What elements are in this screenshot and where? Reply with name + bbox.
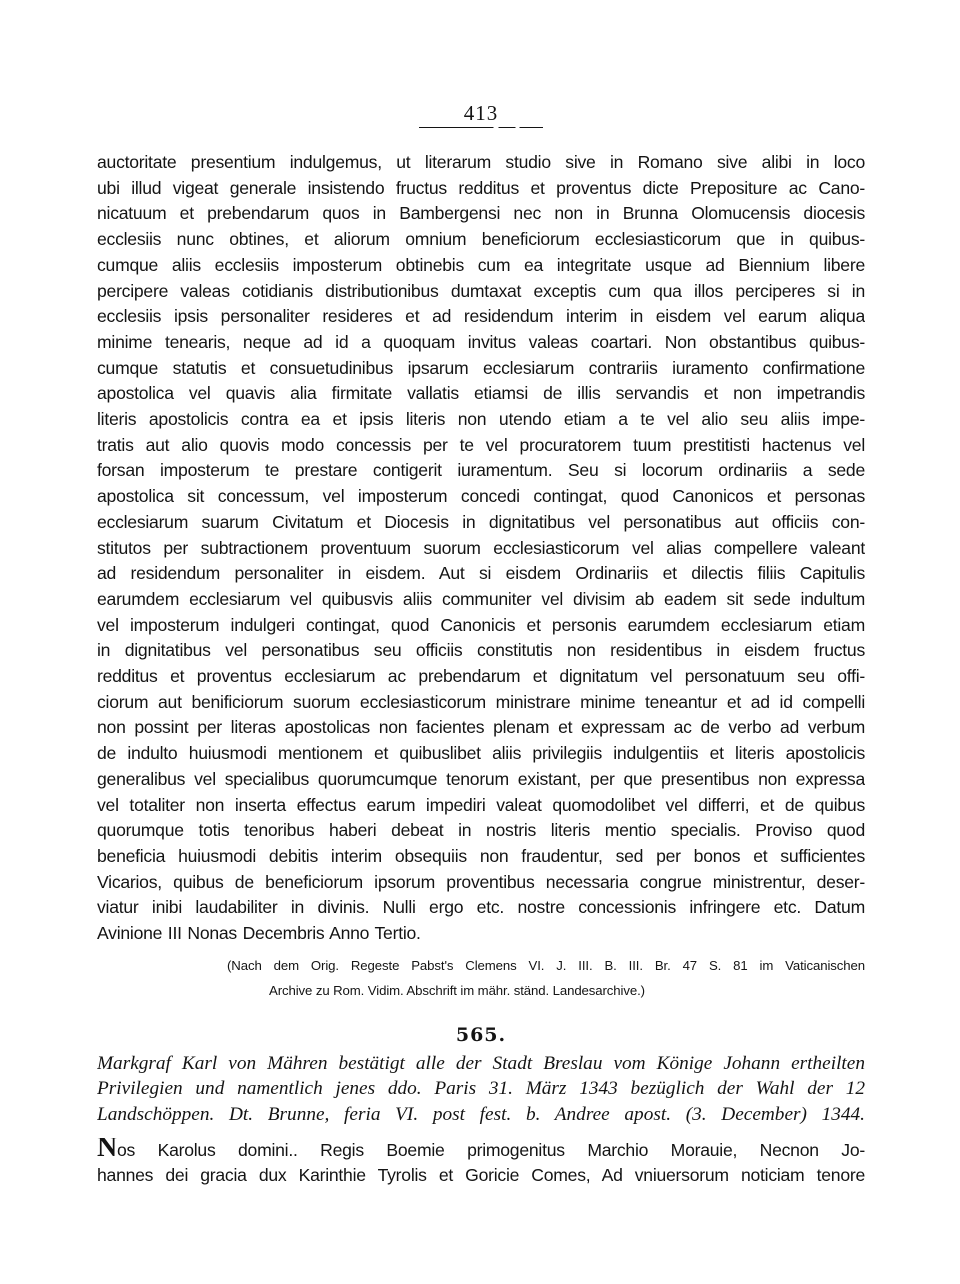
text-line: generalibus vel specialibus quorumcumque tenorum existant, per que presentibus non expressa — [97, 768, 865, 789]
text-line: ubi illud vigeat generale insistendo fructus redditus et proventus dicte Prepositure ac Cano- — [97, 177, 865, 198]
text-line: cumque statutis et consuetudinibus ipsarum ecclesiarum contrariis iuramento confirmatione — [97, 357, 865, 378]
regest-line: Markgraf Karl von Mähren bestätigt alle der Stadt Breslau vom Könige Johann ertheilten — [97, 1052, 865, 1074]
charter-first-line-text: os Karolus domini.. Regis Boemie primogenitus Marchio Morauie, Necnon Jo- — [116, 1139, 865, 1160]
text-line: ad residendum personaliter in eisdem. Aut si eisdem Ordinariis et dilectis filiis Capitulis — [97, 563, 865, 584]
text-line: in dignitatibus vel personatibus seu officiis constitutis non residentibus in eisdem fructus — [97, 640, 865, 661]
text-line: quorumque totis tenoribus haberi debeat in nostris literis mentio specialis. Proviso quod — [97, 820, 865, 841]
text-line: vel totaliter non inserta effectus earum impediri valeat quomodolibet vel differri, et de quibus — [97, 794, 865, 815]
text-line: cumque aliis ecclesiis imposterum obtinebis cum ea integritate usque ad Biennium libere — [97, 254, 865, 275]
text-line: ecclesiis ipsis personaliter resideres et ad residendum interim in eisdem vel earum aliqua — [97, 306, 865, 327]
text-line: redditus et proventus ecclesiarum ac prebendarum et dignitatum vel personatuum seu offi- — [97, 666, 865, 687]
charter-text — [97, 1138, 865, 1189]
source-note — [97, 953, 865, 1003]
text-line: percipere valeas cotidianis distributionibus dumtaxat exceptis cum qua illos perciperes si in — [97, 280, 865, 301]
source-note-line: Archive zu Rom. Vidim. Abschrift im mähr. ständ. Landesarchive.) — [269, 982, 645, 998]
charter-line: hannes dei gracia dux Karinthie Tyrolis et Goricie Comes, Ad vniuersorum noticiam tenore — [97, 1165, 865, 1186]
source-note-line: (Nach dem Orig. Regeste Pabst's Clemens VI. J. III. B. III. Br. 47 S. 81 im Vaticanischen — [227, 957, 865, 973]
text-line: de indulto huiusmodi mentionem et quibuslibet aliis privilegiis indulgentiis et literis apostolicis — [97, 743, 865, 764]
charter-first-line — [97, 1138, 865, 1164]
text-line: beneficia huiusmodi debitis interim obsequiis non fraudentur, sed per bonos et sufficientes — [97, 845, 865, 866]
text-line: forsan imposterum te prestare contigerit iuramentum. Seu si locorum ordinariis a sede — [97, 460, 865, 481]
text-line: auctoritate presentium indulgemus, ut literarum studio sive in Romano sive alibi in loco — [97, 152, 865, 172]
text-line: ecclesiarum suarum Civitatum et Diocesis in dignitatibus vel personatibus aut officiis con- — [97, 511, 865, 532]
document-page — [97, 100, 865, 1189]
text-line: vel imposterum indulgeri contingat, quod Canonicis et personis earumdem ecclesiarum etiam — [97, 614, 865, 635]
body-text — [97, 150, 865, 947]
text-line: stitutos per subtractionem proventuum suorum ecclesiasticorum vel alias compellere valeant — [97, 537, 865, 558]
text-line: ecclesiis nunc obtines, et aliorum omnium beneficiorum ecclesiasticorum que in quibus- — [97, 229, 865, 250]
text-line: apostolica sit concessum, vel imposterum concedi contingat, quod Canonicos et personas — [97, 486, 865, 507]
text-line: nicatuum et prebendarum quos in Bambergensi nec non in Brunna Olomucensis diocesis — [97, 203, 865, 224]
text-line: Avinione III Nonas Decembris Anno Tertio. — [97, 923, 421, 944]
text-line: viatur inibi laudabiliter in divinis. Nulli ergo etc. nostre concessionis infringere etc. Datum — [97, 897, 865, 918]
text-line: non possint per literas apostolicas non facientes plenam et expressam ac de verbo ad verbum — [97, 717, 865, 738]
text-line: ciorum aut benificiorum suorum ecclesiasticorum ministrare minime teneantur et ad id compelli — [97, 691, 865, 712]
text-line: literis apostolicis contra ea et ipsis literis non utendo etiam a te vel alio seu aliis impe- — [97, 409, 865, 430]
regest-summary — [97, 1051, 865, 1128]
text-line: earumdem ecclesiarum vel quibusvis aliis communiter vel divisim ab eadem sit sede indultum — [97, 588, 865, 609]
drop-initial: N — [97, 1137, 117, 1163]
document-number: 565. — [455, 1023, 507, 1046]
regest-line: Landschöppen. Dt. Brunne, feria VI. post fest. b. Andree apost. (3. December) 1344. — [97, 1103, 865, 1125]
text-line: minime tenearis, neque ad id a quoquam invitus valeas coartari. Non obstantibus quibus- — [97, 331, 865, 352]
page-number: 413 — [463, 101, 499, 125]
page-number-rule — [419, 127, 543, 128]
text-line: apostolica vel quavis alia firmitate vallatis etiamsi de illis servandis et non impetrandis — [97, 383, 865, 404]
text-line: tratis aut alio quovis modo concessis per te vel procuratorem tuum prestitisti hactenus vel — [97, 434, 865, 455]
text-line: Vicarios, quibus de beneficiorum ipsorum proventibus necessaria congrue ministrentur, deser- — [97, 871, 865, 892]
regest-line: Privilegien und namentlich jenes ddo. Paris 31. März 1343 bezüglich der Wahl der 12 — [97, 1078, 865, 1100]
